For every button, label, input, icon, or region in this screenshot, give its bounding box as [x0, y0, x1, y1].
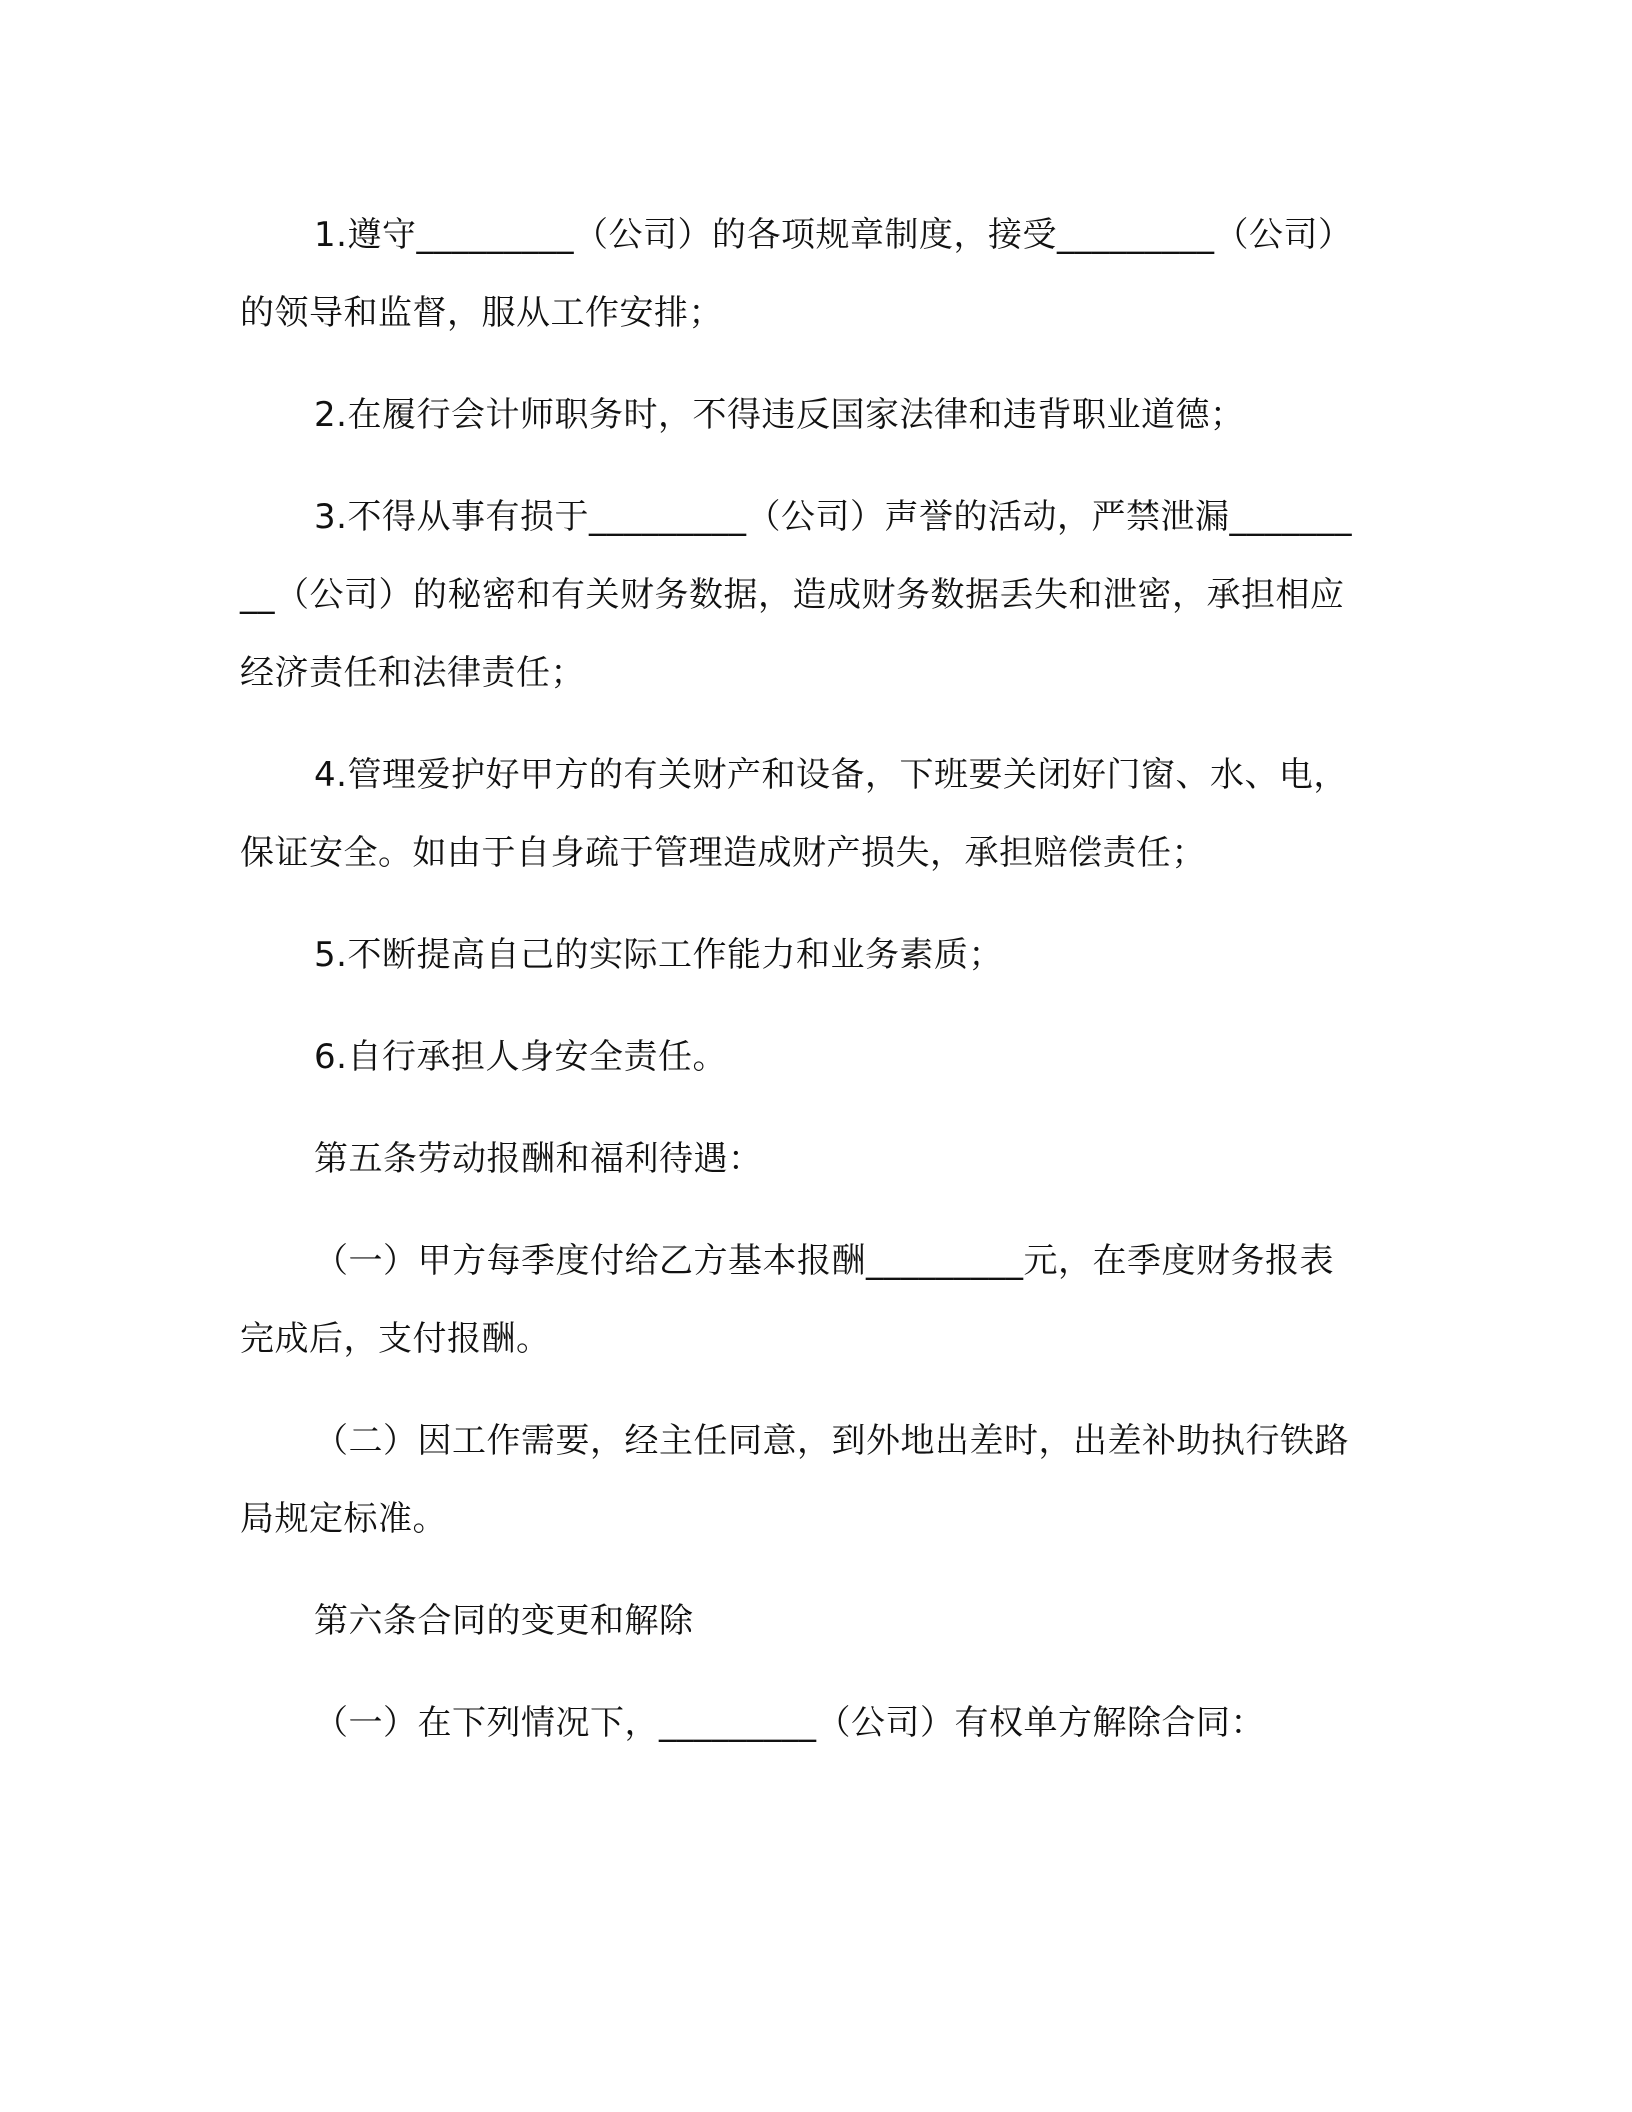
article-5-clause-1: （一）甲方每季度付给乙方基本报酬_________元，在季度财务报表完成后，支付报酬。 [240, 1241, 1334, 1359]
paragraph-item-3: 3.不得从事有损于_________（公司）声誉的活动，严禁泄漏_________（公司）的秘密和有关财务数据，造成财务数据丢失和泄密，承担相应经济责任和法律责任； [240, 497, 1352, 693]
paragraph-item-6: 6.自行承担人身安全责任。 [314, 1037, 727, 1077]
document-body [240, 196, 1360, 1786]
paragraph-item-4: 4.管理爱护好甲方的有关财产和设备，下班要关闭好门窗、水、电，保证安全。如由于自身疏于管理造成财产损失，承担赔偿责任； [240, 755, 1348, 873]
article-6-heading: 第六条合同的变更和解除 [314, 1601, 694, 1641]
article-5-heading: 第五条劳动报酬和福利待遇： [314, 1139, 763, 1179]
article-5-clause-2: （二）因工作需要，经主任同意，到外地出差时，出差补助执行铁路局规定标准。 [240, 1421, 1349, 1539]
paragraph-item-1: 1.遵守_________（公司）的各项规章制度，接受_________（公司）的领导和监督，服从工作安排； [240, 215, 1353, 333]
paragraph-item-5: 5.不断提高自己的实际工作能力和业务素质； [314, 935, 1003, 975]
article-6-clause-1: （一）在下列情况下，_________（公司）有权单方解除合同： [314, 1703, 1265, 1743]
paragraph-item-2: 2.在履行会计师职务时，不得违反国家法律和违背职业道德； [314, 395, 1245, 435]
